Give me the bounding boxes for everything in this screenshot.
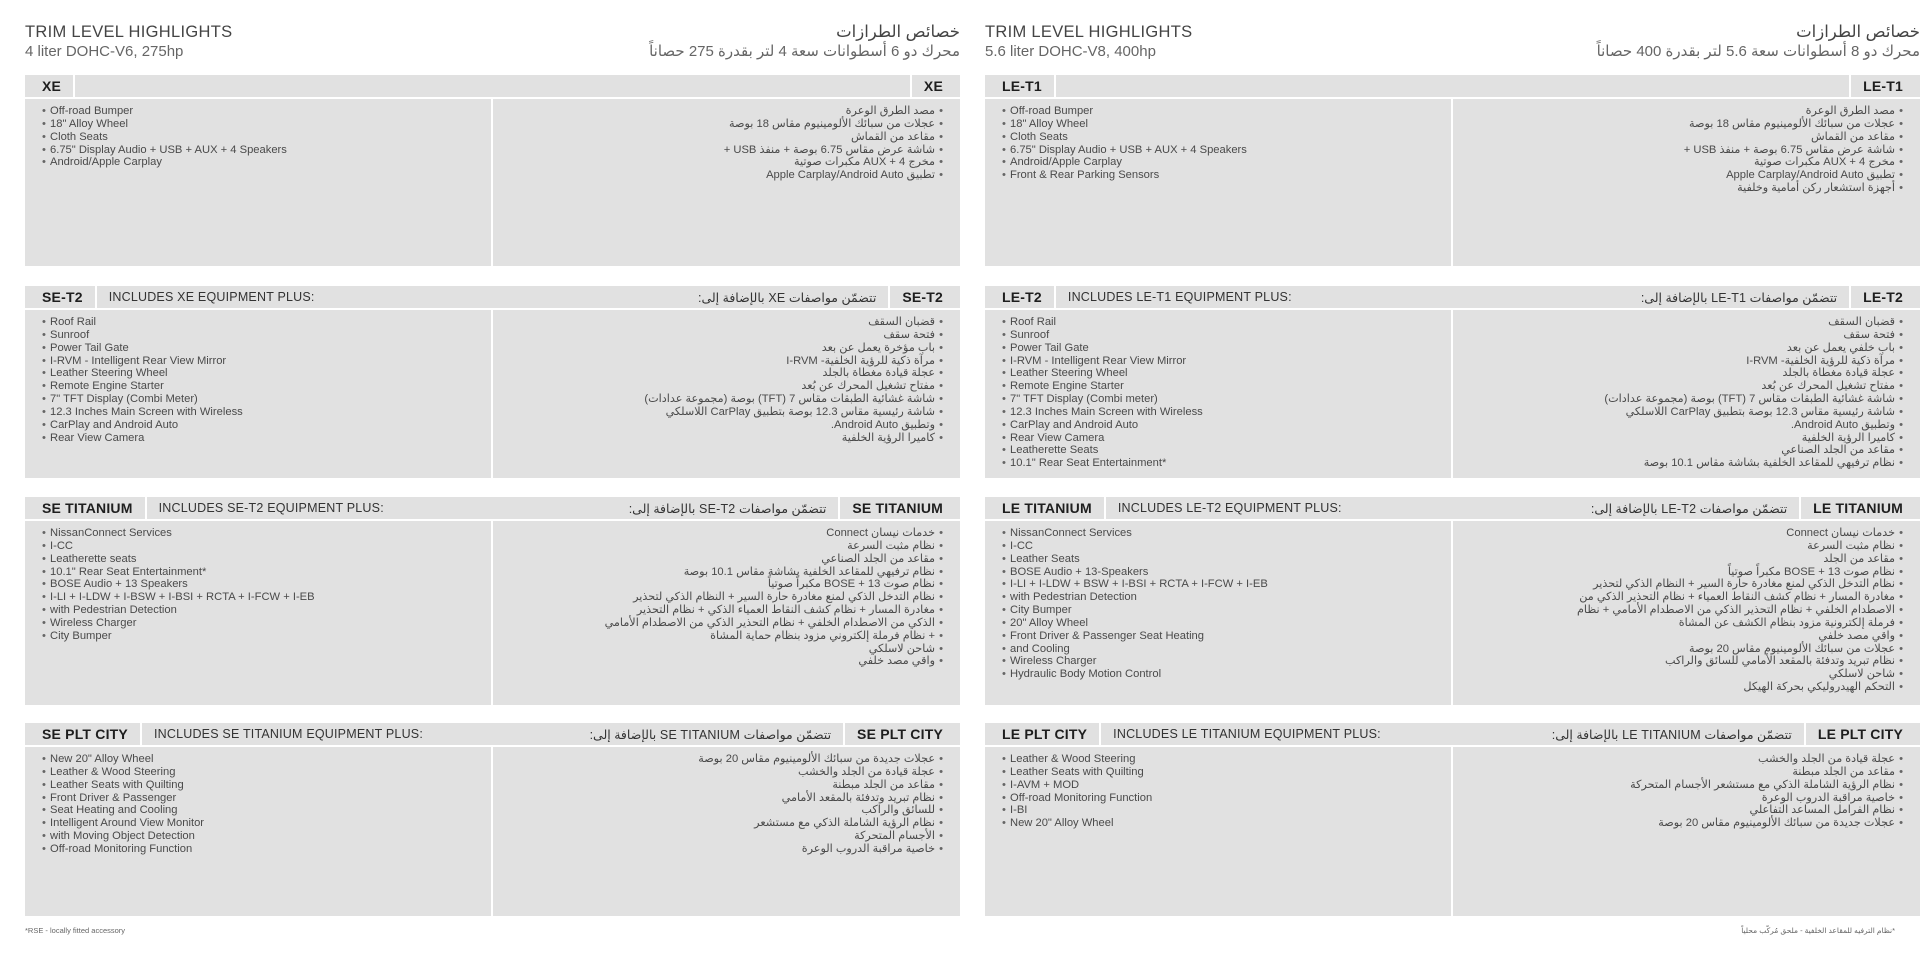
includes-label: INCLUDES LE TITANIUM EQUIPMENT PLUS:	[1113, 727, 1381, 741]
feature-item-arabic: • شاشة رئيسية مقاس 12.3 بوصة بتطبيق CarPlay اللاسلكي	[510, 406, 944, 419]
feature-item-arabic: • شاشة غشائية الطبقات مقاس 7 (TFT) بوصة (مجموعة عدادات)	[1470, 393, 1904, 406]
header-divider	[1804, 723, 1806, 745]
header-divider	[1099, 723, 1101, 745]
feature-item-arabic: • نظام صوت BOSE + 13 مكبراً صوتياً	[1470, 566, 1904, 579]
feature-item-arabic: • خدمات نيسان Connect	[1470, 527, 1904, 540]
feature-item-arabic: • + نظام فرملة إلكتروني مزود بنظام حماية المشاة	[510, 630, 944, 643]
footnote: *RSE - locally fitted accessory	[25, 926, 126, 935]
feature-item: • 12.3 Inches Main Screen with Wireless	[1002, 406, 1434, 419]
footnote-arabic: *نظام الترفيه للمقاعد الخلفية - ملحق مُركّب محلياً	[1741, 926, 1895, 935]
feature-item-arabic: • عجلة قيادة مغطاة بالجلد	[1470, 367, 1904, 380]
feature-item-arabic: • شاشة غشائية الطبقات مقاس 7 (TFT) بوصة (مجموعة عدادات)	[510, 393, 944, 406]
header-divider	[145, 497, 147, 519]
trim-code-arabic-side: SE PLT CITY	[857, 726, 943, 742]
trim-block	[985, 723, 1920, 916]
trim-code-arabic-side: SE TITANIUM	[852, 500, 943, 516]
feature-item: • with Pedestrian Detection	[42, 604, 474, 617]
trim-block	[25, 286, 960, 478]
feature-item-arabic: • شاشة عرض مقاس 6.75 بوصة + منفذ USB +	[510, 144, 944, 157]
feature-item: • Roof Rail	[42, 316, 474, 329]
feature-item-arabic: • عجلة قيادة مغطاة بالجلد	[510, 367, 944, 380]
feature-item-arabic: • عجلات جديدة من سبائك الألومينيوم مقاس 20 بوصة	[1470, 817, 1904, 830]
feature-item-arabic: • مرآة ذكية للرؤية الخلفية- I-RVM	[510, 355, 944, 368]
feature-item-arabic: • نظام مثبت السرعة	[510, 540, 944, 553]
feature-item-arabic: • مصد الطرق الوعرة	[510, 105, 944, 118]
features-english	[985, 521, 1453, 705]
feature-item: • Wireless Charger	[1002, 655, 1434, 668]
includes-label: INCLUDES SE-T2 EQUIPMENT PLUS:	[158, 501, 384, 515]
left-page	[25, 0, 960, 960]
trim-code-arabic-side: LE-T1	[1863, 78, 1903, 94]
feature-item: • Remote Engine Starter	[1002, 380, 1434, 393]
feature-item: • Roof Rail	[1002, 316, 1434, 329]
feature-item-arabic: • نظام صوت BOSE + 13 مكبراً صوتياً	[510, 578, 944, 591]
trim-code: SE TITANIUM	[42, 500, 133, 516]
feature-item: • 12.3 Inches Main Screen with Wireless	[42, 406, 474, 419]
feature-item: • City Bumper	[1002, 604, 1434, 617]
feature-item-arabic: • نظام مثبت السرعة	[1470, 540, 1904, 553]
feature-item: • I-CC	[1002, 540, 1434, 553]
feature-item: • Rear View Camera	[1002, 432, 1434, 445]
includes-label-arabic: تتضمّن مواصفات LE TITANIUM بالإضافة إلى:	[1551, 727, 1792, 742]
feature-item: • 7" TFT Display (Combi Meter)	[42, 393, 474, 406]
feature-item-arabic: • وتطبيق Android Auto.	[510, 419, 944, 432]
feature-item: • CarPlay and Android Auto	[1002, 419, 1434, 432]
feature-item-arabic: • نظام ترفيهي للمقاعد الخلفية بشاشة مقاس 10.1 بوصة	[1470, 457, 1904, 470]
feature-item: • and Cooling	[1002, 643, 1434, 656]
feature-item: • Seat Heating and Cooling	[42, 804, 474, 817]
features-arabic	[1453, 521, 1920, 705]
header-divider	[1104, 497, 1106, 519]
feature-item-arabic: • نظام تبريد وتدفئة بالمقعد الأمامي للسائق والراكب	[1470, 655, 1904, 668]
trim-code-arabic-side: LE-T2	[1863, 289, 1903, 305]
includes-label-arabic: تتضمّن مواصفات LE-T2 بالإضافة إلى:	[1590, 501, 1788, 516]
feature-item-arabic: • خاصية مراقبة الدروب الوعرة	[510, 843, 944, 856]
feature-item-arabic: • نظام التدخل الذكي لمنع مغادرة حارة السير + النظام الذكي لتحذير	[1470, 578, 1904, 591]
feature-item: • I-BI	[1002, 804, 1434, 817]
includes-label: INCLUDES LE-T2 EQUIPMENT PLUS:	[1117, 501, 1342, 515]
feature-item-arabic: • الأجسام المتحركة	[510, 830, 944, 843]
features-english	[985, 310, 1453, 478]
feature-item: • BOSE Audio + 13-Speakers	[1002, 566, 1434, 579]
header-divider	[838, 497, 840, 519]
features-english	[25, 521, 493, 705]
trim-block	[25, 497, 960, 705]
features-english	[25, 747, 493, 916]
feature-item: • Front & Rear Parking Sensors	[1002, 169, 1434, 182]
feature-item-arabic: • مقاعد من الجلد الصناعي	[510, 553, 944, 566]
feature-item-arabic: • عجلة قيادة من الجلد والخشب	[1470, 753, 1904, 766]
features-english	[25, 99, 493, 266]
feature-item: • Off-road Bumper	[1002, 105, 1434, 118]
feature-item: • Leather Steering Wheel	[1002, 367, 1434, 380]
engine-spec-arabic: محرك دو 6 أسطوانات سعة 4 لتر بقدرة 275 حصاناً	[649, 43, 960, 60]
feature-item: • 18" Alloy Wheel	[1002, 118, 1434, 131]
header-divider	[1054, 286, 1056, 308]
trim-block	[985, 286, 1920, 478]
feature-item: • Wireless Charger	[42, 617, 474, 630]
page-title-arabic: خصائص الطرازات	[1796, 23, 1920, 41]
feature-item-arabic: • مقاعد من القماش	[510, 131, 944, 144]
trim-code-arabic-side: LE PLT CITY	[1817, 726, 1903, 742]
feature-item: • Leather Steering Wheel	[42, 367, 474, 380]
trim-block	[985, 75, 1920, 266]
includes-label: INCLUDES XE EQUIPMENT PLUS:	[108, 290, 315, 304]
includes-label: INCLUDES LE-T1 EQUIPMENT PLUS:	[1067, 290, 1292, 304]
trim-block	[25, 75, 960, 266]
feature-item: • City Bumper	[42, 630, 474, 643]
header-divider	[1054, 75, 1056, 97]
trim-block	[25, 723, 960, 916]
feature-item: • Cloth Seats	[1002, 131, 1434, 144]
feature-item: • Off-road Bumper	[42, 105, 474, 118]
feature-item-arabic: • مقاعد من القماش	[1470, 131, 1904, 144]
header-divider	[140, 723, 142, 745]
feature-item-arabic: • نظام ترفيهي للمقاعد الخلفية بشاشة مقاس 10.1 بوصة	[510, 566, 944, 579]
features-english	[985, 99, 1453, 266]
feature-item-arabic: • عجلة قيادة من الجلد والخشب	[510, 766, 944, 779]
trim-header-bar	[25, 723, 960, 747]
trim-code: LE-T2	[1002, 289, 1042, 305]
features-arabic	[493, 99, 961, 266]
features-english	[25, 310, 493, 478]
trim-header-bar	[25, 497, 960, 521]
feature-item-arabic: • مقاعد من الجلد	[1470, 553, 1904, 566]
feature-item: • NissanConnect Services	[1002, 527, 1434, 540]
includes-label-arabic: تتضمّن مواصفات XE بالإضافة إلى:	[697, 290, 877, 305]
trim-code: LE-T1	[1002, 78, 1042, 94]
feature-item: • Hydraulic Body Motion Control	[1002, 668, 1434, 681]
trim-code: SE-T2	[42, 289, 83, 305]
feature-item: • 20" Alloy Wheel	[1002, 617, 1434, 630]
feature-item: • Leather & Wood Steering	[1002, 753, 1434, 766]
feature-item-arabic: • شاحن لاسلكي	[1470, 668, 1904, 681]
feature-item: • Off-road Monitoring Function	[42, 843, 474, 856]
feature-item-arabic: • فتحة سقف	[510, 329, 944, 342]
feature-item-arabic: • شاشة عرض مقاس 6.75 بوصة + منفذ USB +	[1470, 144, 1904, 157]
header-divider	[95, 286, 97, 308]
feature-item-arabic: • فتحة سقف	[1470, 329, 1904, 342]
trim-header-bar	[985, 286, 1920, 310]
feature-item: • Android/Apple Carplay	[1002, 156, 1434, 169]
feature-item-arabic: • عجلات من سبائك الألومينيوم مقاس 20 بوصة	[1470, 643, 1904, 656]
feature-item-arabic: • مقاعد من الجلد مبطنة	[510, 779, 944, 792]
right-page	[985, 0, 1920, 960]
header-divider	[1799, 497, 1801, 519]
feature-item-arabic: • مصد الطرق الوعرة	[1470, 105, 1904, 118]
header-divider	[1849, 75, 1851, 97]
includes-label-arabic: تتضمّن مواصفات SE TITANIUM بالإضافة إلى:	[589, 727, 832, 742]
feature-item-arabic: • مرآة ذكية للرؤية الخلفية- I-RVM	[1470, 355, 1904, 368]
header-divider	[888, 286, 890, 308]
feature-item-arabic: • شاحن لاسلكي	[510, 643, 944, 656]
feature-item: • Front Driver & Passenger Seat Heating	[1002, 630, 1434, 643]
header-divider	[1849, 286, 1851, 308]
trim-code-arabic-side: XE	[923, 78, 943, 94]
feature-item: • Leather Seats	[1002, 553, 1434, 566]
feature-item-arabic: • نظام الرؤية الشاملة الذكي مع مستشعر الأجسام المتحركة	[1470, 779, 1904, 792]
feature-item-arabic: • قضبان السقف	[1470, 316, 1904, 329]
feature-item-arabic: • مغادرة المسار + نظام كشف النقاط العمياء الذكي + نظام التحذير	[510, 604, 944, 617]
feature-item-arabic: • مقاعد من الجلد مبطنة	[1470, 766, 1904, 779]
trim-header-bar	[25, 286, 960, 310]
feature-item: • 10.1" Rear Seat Entertainment*	[1002, 457, 1434, 470]
feature-item: • Remote Engine Starter	[42, 380, 474, 393]
feature-item: • I-LI + I-LDW + BSW + I-BSI + RCTA + I-FCW + I-EB	[1002, 578, 1434, 591]
header-divider	[843, 723, 845, 745]
page-title-arabic: خصائص الطرازات	[836, 23, 960, 41]
feature-item: • Leatherette seats	[42, 553, 474, 566]
feature-item: • 6.75" Display Audio + USB + AUX + 4 Speakers	[42, 144, 474, 157]
feature-item-arabic: • واقي مصد خلفي	[510, 655, 944, 668]
feature-item-arabic: • باب خلفي يعمل عن بعد	[1470, 342, 1904, 355]
feature-item: • Leatherette Seats	[1002, 444, 1434, 457]
features-arabic	[493, 747, 961, 916]
feature-item-arabic: • فرملة إلكترونية مزود بنظام الكشف عن المشاة	[1470, 617, 1904, 630]
trim-code: LE TITANIUM	[1002, 500, 1092, 516]
feature-item: • 6.75" Display Audio + USB + AUX + 4 Speakers	[1002, 144, 1434, 157]
feature-item: • New 20" Alloy Wheel	[1002, 817, 1434, 830]
trim-header-bar	[985, 497, 1920, 521]
feature-item-arabic: • عجلات من سبائك الألومينيوم مقاس 18 بوصة	[1470, 118, 1904, 131]
feature-item-arabic: • خاصية مراقبة الدروب الوعرة	[1470, 792, 1904, 805]
page-header	[985, 22, 1920, 64]
feature-item: • I-RVM - Intelligent Rear View Mirror	[1002, 355, 1434, 368]
engine-spec: 5.6 liter DOHC-V8, 400hp	[985, 43, 1156, 60]
includes-label: INCLUDES SE TITANIUM EQUIPMENT PLUS:	[153, 727, 424, 741]
feature-item-arabic: • عجلات جديدة من سبائك الألومينيوم مقاس 20 بوصة	[510, 753, 944, 766]
trim-code: XE	[42, 78, 62, 94]
feature-item-arabic: • كاميرا الرؤية الخلفية	[1470, 432, 1904, 445]
feature-item: • Leather Seats with Quilting	[1002, 766, 1434, 779]
feature-item: • with Pedestrian Detection	[1002, 591, 1434, 604]
feature-item-arabic: • مغادرة المسار + نظام كشف النقاط العمياء + نظام التحذير الذكي من	[1470, 591, 1904, 604]
feature-item-arabic: • نظام التدخل الذكي لمنع مغادرة حارة السير + النظام الذكي لتحذير	[510, 591, 944, 604]
trim-code-arabic-side: LE TITANIUM	[1813, 500, 1903, 516]
feature-item: • 10.1" Rear Seat Entertainment*	[42, 566, 474, 579]
feature-item: • Front Driver & Passenger	[42, 792, 474, 805]
engine-spec: 4 liter DOHC-V6, 275hp	[25, 43, 184, 60]
feature-item-arabic: • الذكي من الاصطدام الخلفي + نظام التحذير الذكي من الاصطدام الأمامي	[510, 617, 944, 630]
features-arabic	[1453, 310, 1920, 478]
feature-item-arabic: • مفتاح تشغيل المحرك عن بُعد	[510, 380, 944, 393]
trim-code: SE PLT CITY	[42, 726, 128, 742]
feature-item-arabic: • عجلات من سبائك الألومينيوم مقاس 18 بوصة	[510, 118, 944, 131]
trim-header-bar	[985, 75, 1920, 99]
feature-item-arabic: • باب مؤخرة يعمل عن بعد	[510, 342, 944, 355]
feature-item: • Intelligent Around View Monitor	[42, 817, 474, 830]
feature-item-arabic: • نظام الرؤية الشاملة الذكي مع مستشعر	[510, 817, 944, 830]
feature-item: • BOSE Audio + 13 Speakers	[42, 578, 474, 591]
feature-item-arabic: • مقاعد من الجلد الصناعي	[1470, 444, 1904, 457]
feature-item-arabic: • واقي مصد خلفي	[1470, 630, 1904, 643]
feature-item-arabic: • تطبيق Apple Carplay/Android Auto	[510, 169, 944, 182]
feature-item: • 18" Alloy Wheel	[42, 118, 474, 131]
features-english	[985, 747, 1453, 916]
feature-item-arabic: • أجهزة استشعار ركن أمامية وخلفية	[1470, 182, 1904, 195]
trim-block	[985, 497, 1920, 705]
feature-item: • NissanConnect Services	[42, 527, 474, 540]
feature-item-arabic: • تطبيق Apple Carplay/Android Auto	[1470, 169, 1904, 182]
feature-item: • I-RVM - Intelligent Rear View Mirror	[42, 355, 474, 368]
feature-item: • Cloth Seats	[42, 131, 474, 144]
includes-label-arabic: تتضمّن مواصفات LE-T1 بالإضافة إلى:	[1640, 290, 1838, 305]
feature-item-arabic: • للسائق والراكب	[510, 804, 944, 817]
feature-item-arabic: • مخرج AUX + 4 مكبرات صوتية	[1470, 156, 1904, 169]
feature-item: • Leather Seats with Quilting	[42, 779, 474, 792]
page-title: TRIM LEVEL HIGHLIGHTS	[25, 23, 233, 41]
feature-item: • I-LI + I-LDW + I-BSW + I-BSI + RCTA + I-FCW + I-EB	[42, 591, 474, 604]
feature-item: • with Moving Object Detection	[42, 830, 474, 843]
feature-item: • 7" TFT Display (Combi meter)	[1002, 393, 1434, 406]
feature-item: • Sunroof	[42, 329, 474, 342]
feature-item: • Sunroof	[1002, 329, 1434, 342]
feature-item-arabic: • مخرج AUX + 4 مكبرات صوتية	[510, 156, 944, 169]
feature-item: • Power Tail Gate	[1002, 342, 1434, 355]
feature-item: • CarPlay and Android Auto	[42, 419, 474, 432]
feature-item-arabic: • كاميرا الرؤية الخلفية	[510, 432, 944, 445]
feature-item-arabic: • قضبان السقف	[510, 316, 944, 329]
feature-item-arabic: • التحكم الهيدروليكي بحركة الهيكل	[1470, 681, 1904, 694]
feature-item: • Off-road Monitoring Function	[1002, 792, 1434, 805]
feature-item: • I-CC	[42, 540, 474, 553]
trim-code-arabic-side: SE-T2	[902, 289, 943, 305]
feature-item-arabic: • شاشة رئيسية مقاس 12.3 بوصة بتطبيق CarPlay اللاسلكي	[1470, 406, 1904, 419]
trim-header-bar	[985, 723, 1920, 747]
feature-item: • Power Tail Gate	[42, 342, 474, 355]
page-header	[25, 22, 960, 64]
feature-item: • New 20" Alloy Wheel	[42, 753, 474, 766]
feature-item: • Android/Apple Carplay	[42, 156, 474, 169]
feature-item: • I-AVM + MOD	[1002, 779, 1434, 792]
feature-item: • Rear View Camera	[42, 432, 474, 445]
feature-item-arabic: • مفتاح تشغيل المحرك عن بُعد	[1470, 380, 1904, 393]
feature-item-arabic: • الاصطدام الخلفي + نظام التحذير الذكي من الاصطدام الأمامي + نظام	[1470, 604, 1904, 617]
includes-label-arabic: تتضمّن مواصفات SE-T2 بالإضافة إلى:	[628, 501, 827, 516]
trim-header-bar	[25, 75, 960, 99]
feature-item-arabic: • نظام تبريد وتدفئة بالمقعد الأمامي	[510, 792, 944, 805]
features-arabic	[1453, 99, 1920, 266]
engine-spec-arabic: محرك دو 8 أسطوانات سعة 5.6 لتر بقدرة 400 حصاناً	[1596, 43, 1920, 60]
trim-code: LE PLT CITY	[1002, 726, 1088, 742]
header-divider	[73, 75, 75, 97]
feature-item-arabic: • خدمات نيسان Connect	[510, 527, 944, 540]
page-title: TRIM LEVEL HIGHLIGHTS	[985, 23, 1193, 41]
header-divider	[910, 75, 912, 97]
features-arabic	[493, 310, 961, 478]
features-arabic	[493, 521, 961, 705]
feature-item-arabic: • نظام الفرامل المساعد التفاعلي	[1470, 804, 1904, 817]
features-arabic	[1453, 747, 1920, 916]
feature-item-arabic: • وتطبيق Android Auto.	[1470, 419, 1904, 432]
feature-item: • Leather & Wood Steering	[42, 766, 474, 779]
